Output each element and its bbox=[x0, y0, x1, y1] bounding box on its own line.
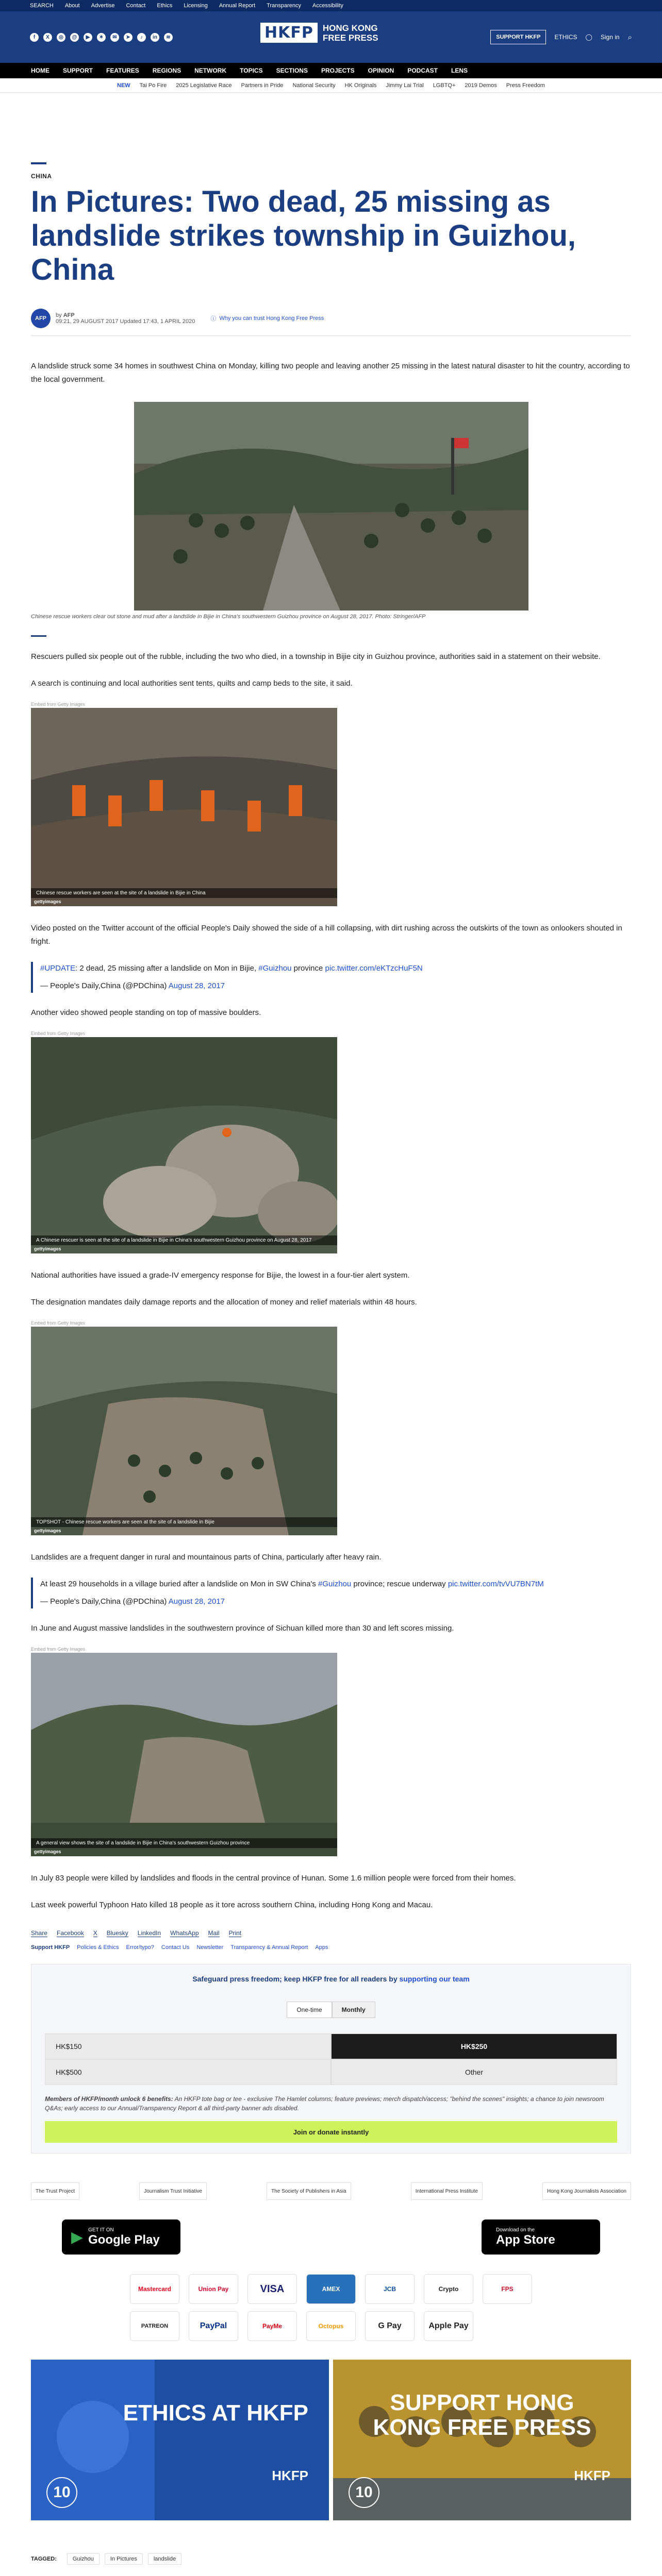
hashtag-link[interactable]: #Guizhou bbox=[318, 1580, 352, 1588]
nav-topics[interactable]: TOPICS bbox=[240, 67, 263, 74]
logo-line-2: FREE PRESS bbox=[322, 32, 378, 43]
embed-note: Embed from Getty Images bbox=[31, 1031, 86, 1036]
getty-logo: gettyimages bbox=[34, 1849, 61, 1854]
ethics-banner[interactable] bbox=[31, 2360, 329, 2520]
nav-sections[interactable]: SECTIONS bbox=[276, 67, 308, 74]
trending-new-label: NEW bbox=[117, 82, 130, 89]
banner-sub: HKFP bbox=[574, 2468, 610, 2483]
tiktok-icon[interactable]: ♪ bbox=[137, 33, 146, 42]
trending-link[interactable]: Tai Po Fire bbox=[139, 82, 167, 89]
youtube-icon[interactable]: ▶ bbox=[84, 33, 92, 42]
newsletter-link[interactable]: Newsletter bbox=[196, 1944, 224, 1951]
getty-caption: Chinese rescue workers are seen at the site of a landslide in Bijie in China bbox=[31, 888, 337, 898]
paragraph: Last week powerful Typhoon Hato killed 18 people as it tore across southern China, including Hong Kong and Macau. bbox=[31, 1901, 433, 1909]
paragraph: Another video showed people standing on top of massive boulders. bbox=[31, 1008, 261, 1017]
getty-logo: gettyimages bbox=[34, 1246, 61, 1251]
nav-opinion[interactable]: OPINION bbox=[368, 67, 394, 74]
hashtag-link[interactable]: #Guizhou bbox=[258, 964, 292, 973]
partner-logo[interactable]: Hong Kong Journalists Association bbox=[542, 2182, 631, 2200]
email-icon[interactable]: ✉ bbox=[110, 33, 119, 42]
paragraph: Rescuers pulled six people out of the rubble, including the two who died, in a township in Bijie city in Guizhou province, authorities said in a statement on their website. bbox=[31, 652, 601, 661]
accessibility-link[interactable]: Accessibility bbox=[312, 3, 343, 9]
tweet-embed-1 bbox=[31, 962, 631, 993]
apps-link[interactable]: Apps bbox=[315, 1944, 328, 1951]
partner-logo[interactable]: The Trust Project bbox=[31, 2182, 79, 2200]
share-bluesky[interactable]: Bluesky bbox=[106, 1929, 128, 1937]
anniversary-badge: 10 bbox=[349, 2477, 379, 2508]
tweet-embed-2 bbox=[31, 1578, 631, 1608]
share-bar bbox=[31, 1929, 631, 1937]
policies-link[interactable]: Policies & Ethics bbox=[77, 1944, 119, 1951]
main-nav bbox=[0, 63, 662, 78]
unionpay-icon: Union Pay bbox=[189, 2274, 238, 2304]
annual-report-link[interactable]: Annual Report bbox=[219, 3, 256, 9]
category-rule bbox=[31, 162, 46, 164]
paragraph: Video posted on the Twitter account of the official People's Daily showed the side of a hill collapsing, with dirt rushing across the outskirts of the town as onlookers shouted in fright. bbox=[31, 924, 622, 946]
banner-title: ETHICS AT HKFP bbox=[123, 2400, 308, 2426]
site-logo[interactable] bbox=[260, 23, 378, 43]
facebook-icon[interactable]: f bbox=[30, 33, 39, 42]
nav-lens[interactable]: LENS bbox=[451, 67, 468, 74]
share-button[interactable]: Share bbox=[31, 1929, 48, 1937]
lead-figure bbox=[31, 402, 528, 620]
x-icon[interactable]: X bbox=[43, 33, 52, 42]
logo-line-1: HONG KONG bbox=[322, 23, 378, 33]
paragraph: A search is continuing and local authorities sent tents, quilts and camp beds to the site, it said. bbox=[31, 679, 353, 688]
trending-link[interactable]: 2025 Legislative Race bbox=[176, 82, 232, 89]
ethics-link[interactable]: Ethics bbox=[157, 3, 173, 9]
payment-methods bbox=[130, 2274, 532, 2341]
apple-pay-icon: Apple Pay bbox=[424, 2311, 473, 2341]
play-icon: ▶ bbox=[71, 2228, 84, 2246]
badge-top-text: Download on the bbox=[496, 2227, 535, 2233]
nav-home[interactable]: HOME bbox=[31, 67, 49, 74]
join-donate-button[interactable]: Join or donate instantly bbox=[45, 2121, 617, 2143]
user-icon: ◯ bbox=[585, 33, 592, 41]
perks-text: An HKFP tote bag or tee - exclusive The Hamlet columns; feature previews; merch dispatch/access; "behind the scenes" insights; a chance to join newsroom Q&As; early access to our Annual/Transparency Report & all third-party banner ads disabled. bbox=[45, 2095, 604, 2112]
tweet-date-link[interactable]: August 28, 2017 bbox=[168, 981, 225, 990]
site-header bbox=[0, 11, 662, 63]
share-mail[interactable]: Mail bbox=[208, 1929, 220, 1937]
utility-bar bbox=[0, 0, 662, 11]
trending-link[interactable]: Press Freedom bbox=[506, 82, 545, 89]
nav-projects[interactable]: PROJECTS bbox=[321, 67, 355, 74]
share-whatsapp[interactable]: WhatsApp bbox=[170, 1929, 199, 1937]
support-banner[interactable] bbox=[333, 2360, 631, 2520]
tweet-text: At least 29 households in a village buried after a landslide on Mon in SW China's bbox=[40, 1580, 319, 1588]
partner-logo[interactable]: International Press Institute bbox=[411, 2182, 483, 2200]
partner-logos bbox=[31, 2182, 631, 2200]
tweet-text: province; rescue underway bbox=[351, 1580, 448, 1588]
trending-link[interactable]: Jimmy Lai Trial bbox=[386, 82, 424, 89]
freq-one-time[interactable]: One-time bbox=[287, 2002, 332, 2018]
getty-caption: TOPSHOT - Chinese rescue workers are seen at the site of a landslide in Bijie bbox=[31, 1517, 337, 1527]
donate-box bbox=[31, 1964, 631, 2154]
share-print[interactable]: Print bbox=[228, 1929, 242, 1937]
amount-option-selected[interactable]: HK$250 bbox=[331, 2033, 617, 2059]
share-facebook[interactable]: Facebook bbox=[57, 1929, 84, 1937]
embed-note: Embed from Getty Images bbox=[31, 1647, 86, 1652]
amount-option[interactable]: HK$500 bbox=[45, 2059, 331, 2085]
crypto-icon: Crypto bbox=[424, 2274, 473, 2304]
divider bbox=[31, 635, 46, 637]
amex-icon: AMEX bbox=[306, 2274, 356, 2304]
getty-logo: gettyimages bbox=[34, 899, 61, 904]
nav-regions[interactable]: REGIONS bbox=[152, 67, 181, 74]
trending-link[interactable]: HK Originals bbox=[344, 82, 377, 89]
getty-caption: A Chinese rescuer is seen at the site of a landslide in Bijie in China's southwestern Guizhou province on August 28, 2017 bbox=[31, 1235, 337, 1245]
bluesky-icon[interactable]: ✶ bbox=[97, 33, 106, 42]
google-play-badge[interactable] bbox=[62, 2219, 180, 2255]
info-icon: ⓘ bbox=[210, 316, 217, 322]
paragraph: The designation mandates daily damage reports and the allocation of money and relief materials within 48 hours. bbox=[31, 1298, 417, 1307]
getty-embed-3[interactable] bbox=[31, 1327, 337, 1535]
promo-banners bbox=[31, 2360, 631, 2520]
getty-embed-1[interactable] bbox=[31, 708, 337, 906]
donate-headline-text: Safeguard press freedom; keep HKFP free for all readers by bbox=[192, 1975, 400, 1983]
support-hkfp-button[interactable]: SUPPORT HKFP bbox=[490, 30, 546, 44]
divider bbox=[31, 335, 631, 336]
patreon-icon: PATREON bbox=[130, 2311, 179, 2341]
telegram-icon[interactable]: ➤ bbox=[124, 33, 133, 42]
trust-link[interactable] bbox=[210, 314, 324, 323]
hashtag-link[interactable]: #UPDATE bbox=[40, 964, 76, 973]
amount-other[interactable]: Other bbox=[331, 2059, 617, 2085]
octopus-icon: Octopus bbox=[306, 2311, 356, 2341]
partner-logo[interactable]: Journalism Trust Initiative bbox=[139, 2182, 207, 2200]
search-icon[interactable]: ⌕ bbox=[627, 32, 632, 42]
contact-link[interactable]: Contact Us bbox=[161, 1944, 190, 1951]
article-title: In Pictures: Two dead, 25 missing as landslide strikes township in Guizhou, China bbox=[31, 185, 576, 286]
perks-title: Members of HKFP/month unlock 6 benefits: bbox=[45, 2095, 173, 2103]
tweet-pic-link[interactable]: pic.twitter.com/tvVU7BN7tM bbox=[448, 1580, 544, 1588]
payme-icon: PayMe bbox=[247, 2311, 297, 2341]
badge-name: Google Play bbox=[88, 2232, 160, 2247]
tweet-text: province bbox=[291, 964, 325, 973]
paragraph: Landslides are a frequent danger in rural and mountainous parts of China, particularly after heavy rain. bbox=[31, 1553, 382, 1562]
frequency-toggle bbox=[45, 2002, 617, 2018]
badge-name: App Store bbox=[496, 2232, 555, 2247]
trending-link[interactable]: 2019 Demos bbox=[465, 82, 497, 89]
fps-icon: FPS bbox=[483, 2274, 532, 2304]
tag-link[interactable]: Guizhou bbox=[67, 2553, 100, 2565]
threads-icon[interactable]: @ bbox=[70, 33, 79, 42]
publish-dates: 09:21, 29 AUGUST 2017 Updated 17:43, 1 APRIL 2020 bbox=[56, 318, 195, 325]
trust-label: Why you can trust Hong Kong Free Press bbox=[219, 315, 324, 321]
partner-logo[interactable]: The Society of Publishers in Asia bbox=[267, 2182, 351, 2200]
logo-mark: HKFP bbox=[260, 23, 318, 43]
tag-link[interactable]: In Pictures bbox=[105, 2553, 143, 2565]
lead-photo bbox=[134, 402, 528, 611]
paragraph: A landslide struck some 34 homes in southwest China on Monday, killing two people and leaving another 25 missing in the latest natural disaster to hit the country, according to the local government. bbox=[31, 362, 630, 384]
author-avatar[interactable]: AFP bbox=[31, 309, 51, 328]
paragraph: In July 83 people were killed by landslides and floods in the central province of Hunan. Some 1.6 million people were forced from their homes. bbox=[31, 1874, 516, 1883]
nav-podcast[interactable]: PODCAST bbox=[407, 67, 438, 74]
author-name[interactable]: AFP bbox=[63, 312, 75, 318]
banner-sub: HKFP bbox=[272, 2468, 308, 2483]
getty-embed-4[interactable] bbox=[31, 1653, 337, 1856]
tweet-pic-link[interactable]: pic.twitter.com/eKTzcHuF5N bbox=[325, 964, 423, 973]
paragraph: In June and August massive landslides in the southwestern province of Sichuan killed more than 30 and left scores missing. bbox=[31, 1624, 454, 1633]
trending-link[interactable]: National Security bbox=[292, 82, 336, 89]
app-store-badge[interactable] bbox=[482, 2219, 600, 2255]
contact-link[interactable]: Contact bbox=[126, 3, 146, 9]
share-linkedin[interactable]: LinkedIn bbox=[137, 1929, 161, 1937]
transparency-link[interactable]: Transparency bbox=[267, 3, 301, 9]
share-x[interactable]: X bbox=[93, 1929, 97, 1937]
transparency-link[interactable]: Transparency & Annual Report bbox=[230, 1944, 308, 1951]
getty-logo: gettyimages bbox=[34, 1528, 61, 1533]
app-store-badges bbox=[31, 2219, 631, 2255]
advertise-link[interactable]: Advertise bbox=[91, 3, 115, 9]
embed-note: Embed from Getty Images bbox=[31, 1320, 86, 1326]
badge-top-text: GET IT ON bbox=[88, 2227, 114, 2233]
banner-title: SUPPORT HONG KONG FREE PRESS bbox=[373, 2390, 591, 2440]
trending-link[interactable]: LGBTQ+ bbox=[433, 82, 456, 89]
byline-prefix: by bbox=[56, 312, 62, 318]
mastercard-icon: Mastercard bbox=[130, 2274, 179, 2304]
nav-features[interactable]: FEATURES bbox=[106, 67, 139, 74]
visa-icon: VISA bbox=[247, 2274, 297, 2304]
rss-icon[interactable]: ≋ bbox=[164, 33, 173, 42]
tag-link[interactable]: landslide bbox=[148, 2553, 181, 2565]
support-team-link[interactable]: supporting our team bbox=[399, 1975, 470, 1983]
tweet-attribution: — People's Daily,China (@PDChina) bbox=[40, 1597, 169, 1606]
byline bbox=[31, 309, 631, 328]
ethics-header-link[interactable]: ETHICS bbox=[554, 33, 577, 41]
trending-link[interactable]: Partners in Pride bbox=[241, 82, 284, 89]
getty-caption: A general view shows the site of a landslide in Bijie in China's southwestern Guizhou province bbox=[31, 1838, 337, 1848]
amount-grid bbox=[45, 2033, 617, 2085]
article-container bbox=[31, 162, 631, 2576]
article-category[interactable]: CHINA bbox=[31, 173, 52, 180]
freq-monthly[interactable]: Monthly bbox=[332, 2002, 375, 2018]
member-perks bbox=[45, 2094, 617, 2113]
nav-support[interactable]: SUPPORT bbox=[63, 67, 93, 74]
sign-in-link[interactable]: Sign in bbox=[600, 33, 620, 41]
amount-option[interactable]: HK$150 bbox=[45, 2033, 331, 2059]
about-link[interactable]: About bbox=[64, 3, 80, 9]
google-pay-icon: G Pay bbox=[365, 2311, 415, 2341]
tweet-attribution: — People's Daily,China (@PDChina) bbox=[40, 981, 169, 990]
tweet-date-link[interactable]: August 28, 2017 bbox=[168, 1597, 225, 1606]
paypal-icon: PayPal bbox=[189, 2311, 238, 2341]
getty-embed-2[interactable] bbox=[31, 1037, 337, 1253]
anniversary-badge: 10 bbox=[46, 2477, 77, 2508]
article-footer-links bbox=[31, 1944, 631, 1951]
error-link[interactable]: Error/typo? bbox=[126, 1944, 154, 1951]
trending-bar bbox=[0, 78, 662, 93]
lead-caption: Chinese rescue workers clear out stone and mud after a landslide in Bijie in China's southwestern Guizhou province on August 28, 2017. Photo: Stringer/AFP bbox=[31, 614, 426, 620]
search-link[interactable]: SEARCH bbox=[30, 3, 54, 9]
tweet-text: : 2 dead, 25 missing after a landslide on Mon in Bijie, bbox=[75, 964, 259, 973]
support-link[interactable]: Support HKFP bbox=[31, 1944, 70, 1951]
tags-label: TAGGED: bbox=[31, 2556, 57, 2562]
paragraph: National authorities have issued a grade-IV emergency response for Bijie, the lowest in a four-tier alert system. bbox=[31, 1271, 410, 1280]
embed-note: Embed from Getty Images bbox=[31, 702, 86, 707]
nav-network[interactable]: NETWORK bbox=[194, 67, 227, 74]
social-icons bbox=[30, 33, 173, 42]
donate-headline bbox=[45, 1975, 617, 1983]
licensing-link[interactable]: Licensing bbox=[184, 3, 208, 9]
linkedin-icon[interactable]: in bbox=[151, 33, 159, 42]
instagram-icon[interactable]: ◎ bbox=[57, 33, 65, 42]
jcb-icon: JCB bbox=[365, 2274, 415, 2304]
tags-row bbox=[31, 2553, 631, 2565]
